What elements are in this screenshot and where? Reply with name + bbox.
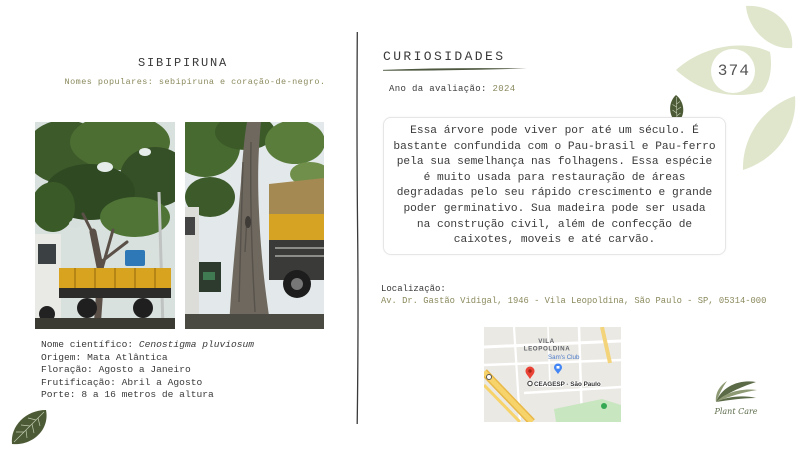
map-park-icon [601, 403, 607, 409]
detail-flowering: Floração: Agosto a Janeiro [41, 364, 191, 376]
location-map [484, 327, 621, 422]
map-district-label: LEOPOLDINA [523, 345, 571, 353]
blue-drum [125, 250, 145, 266]
section-title: CURIOSIDADES [383, 49, 506, 64]
map-district-label: VILA [538, 338, 555, 345]
location-label: Localização: [381, 284, 446, 294]
curiosities-text: Essa árvore pode viver por até um século. É bastante confundida com o Pau-brasil e Pau-ferro pela sua semelhança nas folhagens. Essa espécie é muito usada para restauração de áreas degradadas pelo seu rápido crescimento e grande poder germinativo. Sua madeira pode ser usada na construção civil, além de confecção de caixotes, moveis e até carvão. [393, 125, 716, 247]
tree-name: SIBIPIRUNA [137, 56, 228, 70]
tree-number-badge: 374 [717, 62, 751, 80]
map-transit-icon [487, 375, 492, 380]
ground [185, 314, 324, 329]
detail-origin: Origem: Mata Atlântica [41, 351, 168, 363]
map-place-icon [528, 381, 532, 385]
yellow-truck [269, 178, 324, 298]
location-address: Av. Dr. Gastão Vidigal, 1946 - Vila Leopoldina, São Paulo - SP, 05314-000 [381, 296, 767, 306]
white-truck [35, 234, 61, 329]
tree-photo-trunk [185, 122, 324, 329]
leaf-icon [746, 6, 792, 48]
leaf-icon [743, 96, 795, 170]
brand-name: Plant Care [714, 407, 758, 416]
evaluation-year: Ano da avaliação: 2024 [389, 84, 516, 94]
ground [35, 318, 175, 329]
tree-photo-canopy [35, 122, 175, 329]
tree-canopy [35, 122, 175, 237]
vertical-divider [352, 28, 362, 428]
map-pin-label: CEAGESP - São Paulo [534, 380, 601, 388]
detail-size: Porte: 8 a 16 metros de altura [41, 389, 214, 401]
detail-fruiting: Frutificação: Abril a Agosto [41, 376, 203, 388]
curiosities-box [383, 117, 726, 255]
title-underline [380, 64, 530, 74]
detail-scientific-name: Nome científico: Cenostigma pluviosum [41, 339, 255, 350]
tree-details [41, 339, 254, 402]
fanned-leaves-logo [710, 376, 762, 408]
map-poi-label: Sam's Club [548, 354, 580, 361]
leaf-icon [0, 400, 60, 450]
popular-names: Nomes populares: sebipiruna e coração-de-negro. [64, 77, 326, 87]
